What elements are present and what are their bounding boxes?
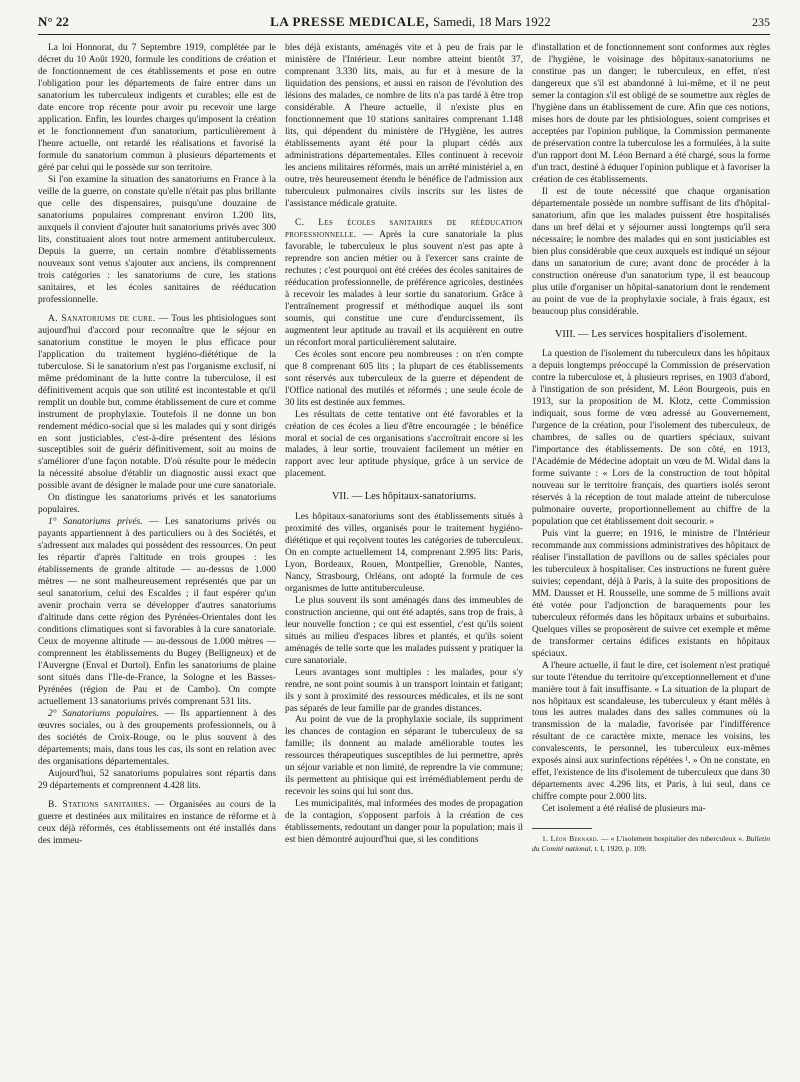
paragraph: Puis vint la guerre; en 1916, le ministre de l'Intérieur recommande aux commissions administratives des hôpitaux de réaliser l'installation de pavillons ou de salles spéciales pour les tuberculeux à hospitaliser. Ces instructions ne furent guère suivies; cependant, déjà à Paris, à la suite des propositions de MM. Dausset et H. Rousselle, une somme de 5 millions avait été votée pour l'adjonction de baraquements pour les tuberculeux réformés dans les hôpitaux urbains et suburbains. Quelques villes se proposèrent de suivre cet exemple et même de transformer certains édifices existants en hôpitaux spéciaux. — [532, 528, 770, 659]
paragraph: 1° Sanatoriums privés. — Les sanatoriums privés ou payants appartiennent à des particuliers ou à des Sociétés, et s'adressent aux malades qui possèdent des ressources. On peut les répartir d'après l'altitude en trois groupes : les établissements de grande altitude — au-dessus de 1.000 mètres — ne sont malheureusement représentés que par un seul sanatorium, celui des Escaldes ; il faut espérer qu'un avenir prochain verra se développer d'autres sanatoriums d'altitude dans cette région des Pyrénées-Orientales dont les conditions climatiques sont si favorables à la cure sanatoriale. Ceux de moyenne altitude — au-dessous de 1.000 mètres — comprennent les établissements du Bugey (Belligneux) et de l'Auvergne (Enval et Durtol). Enfin les sanatoriums de plaine sont situés dans l'Ile-de-France, la Sologne et les Basses-Pyrénées (région de Pau et de Cambo). On compte actuellement 13 sanatoriums privés comprenant 531 lits. — [38, 517, 276, 708]
section-a-heading: A. Sanatoriums de cure. — [48, 313, 156, 324]
paragraph: Les résultats de cette tentative ont été favorables et la création de ces écoles a lieu d'être encouragée ; le bénéfice moral et social de ces organisations s'accroîtrait encore si les malades, à leur sortie, trouvaient facilement un métier en rapport avec leur aptitude physique, grâce à un service de placement. — [285, 409, 523, 480]
paragraph: d'installation et de fonctionnement sont conformes aux règles de l'hygiène, le voisinage des hôpitaux-sanatoriums ne constitue pas un danger; le tuberculeux, en effet, n'est dangereux que s'il est abandonné à lui-même, et il ne peut semer la contagion s'il est obligé de se soumettre aux règles de l'hygiène dans un établissement de cure. Afin que ces notions, mises hors de doute par les phtisiologues, soient comprises et acceptées par l'opinion publique, la Commission permanente de préservation contre la tuberculose les a formulées, à la suite d'un rapport dont M. Léon Bernard a été chargé, sous la forme d'un tract, destiné à éduquer l'opinion publique et à favoriser la création de ces établissements. — [532, 43, 770, 185]
section-b-heading: B. Stations sanitaires. — [48, 800, 150, 811]
paragraph: On distingue les sanatoriums privés et les sanatoriums populaires. — [38, 493, 276, 516]
paragraph: La question de l'isolement du tuberculeux dans les hôpitaux a depuis longtemps préoccupé la Commission de préservation contre la tuberculose et, à plusieurs reprises, en 1903 d'abord, à l'instigation de son président, M. Léon Bourgeois, puis en 1913, sur la proposition de M. Klotz, cette Commission indiquait, sous forme de vœu adressé au Gouvernement, l'urgence de la création, pour l'isolement des tuberculeux, de chambres, de salles ou de quartiers spéciaux, suivant l'importance des établissements. De son côté, en 1913, l'Académie de Médecine adoptait un vœu de M. Widal dans la forme suivante : « Lors de la construction de tout hôpital nouveau sur le territoire français, des quartiers isolés seront réservés à la réception de tout malade atteint de tuberculose pulmonaire ouverte, proportionnellement au chiffre de la population que cet établissement doit secourir. » — [532, 348, 770, 527]
section-c-heading: C. Les écoles sanitaires de rééducation professionnelle. — [285, 217, 523, 240]
column-left — [38, 43, 276, 853]
paragraph: Au point de vue de la prophylaxie sociale, ils suppriment les chances de contagion en séparant le tuberculeux de sa famille; ils donnent au malade améliorable toutes les ressources thérapeutiques susceptibles de lui permettre, après un séjour variable et non limité, de reprendre la vie commune; ils permettent au phtisique qui est irrémédiablement perdu de recevoir les soins qui lui sont dus. — [285, 715, 523, 798]
column-right — [532, 43, 770, 853]
paragraph: A. Sanatoriums de cure. — Tous les phtisiologues sont aujourd'hui d'accord pour reconnaître que le séjour en sanatorium constitue le moyen le plus efficace pour l'application du traitement hygiéno-diététique de la tuberculose. Si le sanatorium n'est pas l'organisme exclusif, ni même prédominant de la lutte contre la tuberculose, il est définitivement acquis que son utilité est incontestable et qu'il remplit un double but, comme établissement de cure et comme instrument de prophylaxie. Toutefois il ne donne un bon rendement médico-social que si les malades qui y sont dirigés en sont justiciables, c'est-à-dire présentent des lésions susceptibles soit de guérir définitivement, soit au moins de s'améliorer d'une façon notable. D'où résulte pour le médecin la nécessité absolue d'établir un diagnostic aussi exact que possible avant de désigner le malade pour une cure sanatoriale. — [38, 313, 276, 492]
subsection-heading: 2° Sanatoriums populaires. — [48, 709, 159, 720]
paragraph: Ces écoles sont encore peu nombreuses : on n'en compte que 8 comprenant 605 lits ; la plupart de ces établissements sont réservés aux tuberculeux de la guerre et dépendent de l'Office national des mutilés et réformés ; une seule école de 30 lits est destinée aux femmes. — [285, 349, 523, 408]
paragraph: Si l'on examine la situation des sanatoriums en France à la veille de la guerre, on constate qu'elle n'était pas plus brillante que celle des dispensaires, puisqu'une douzaine de sanatoriums populaires comprenant environ 1.200 lits, auxquels il convient d'ajouter huit sanatoriums privés avec 300 lits, constituaient alors tout notre armement antituberculeux. Depuis la guerre, un certain nombre d'établissements nouveaux sont venus s'ajouter aux anciens, ils comprennent trois catégories : les sanatoriums de cure, les stations sanitaires, et les écoles sanitaires de rééducation professionnelle. — [38, 174, 276, 305]
paragraph: 2° Sanatoriums populaires. — Ils appartiennent à des œuvres sociales, ou à des groupements professionnels, ou à des sociétés de Croix-Rouge, ou le plus souvent à des départements; mais, dans tous les cas, ils sont en relation avec des organisations départementales. — [38, 709, 276, 768]
journal-name: LA PRESSE MEDICALE, — [270, 14, 430, 29]
paragraph: Les hôpitaux-sanatoriums sont des établissements situés à proximité des villes, organisés pour le traitement hygiéno-diététique et qui reçoivent toutes les catégories de tuberculeux. On en compte actuellement 14, comprenant 2.995 lits: Paris, Lyon, Bordeaux, Rouen, Montpellier, Grenoble, Nantes, Nancy, Strasbourg, Orléans, ont adopté la formule de ces organismes de lutte antituberculeuse. — [285, 511, 523, 594]
article-columns — [38, 43, 770, 853]
paragraph: Il est de toute nécessité que chaque organisation départementale possède un nombre suffisant de lits d'hôpital-sanatorium, afin que les malades puissent être hospitalisés dans un bref délai et y séjourner aussi longtemps qu'il sera nécessaire; le nombre des malades qui en sont justiciables est bien plus considérable que ceux auxquels est indiqué un séjour dans un sanatorium de cure; avant donc de procéder à la construction onéreuse d'un sanatorium type, il est beaucoup plus utile d'organiser un hôpital-sanatorium dont le rendement au point de vue de la prophylaxie sociale, à frais égaux, est beaucoup plus considérable. — [532, 186, 770, 317]
paragraph: Aujourd'hui, 52 sanatoriums populaires sont répartis dans 29 départements et comprennent 4.428 lits. — [38, 769, 276, 792]
paragraph: Les municipalités, mal informées des modes de propagation de la contagion, s'opposent parfois à la création de ces établissements, redoutant un danger pour la population; mais il est bien démontré aujourd'hui que, si les conditions — [285, 799, 523, 846]
paragraph: Cet isolement a été réalisé de plusieurs ma- — [542, 804, 706, 815]
paragraph: Le plus souvent ils sont aménagés dans des immeubles de construction ancienne, qui ont été adaptés, sans trop de frais, à leur nouvelle fonction ; ce qui est essentiel, c'est qu'ils soient situés au milieu d'espaces libres et plantés, et qu'ils soient aménagés de telle sorte que les malades puissent y pratiquer la cure sanatoriale. — [285, 595, 523, 666]
paragraph: B. Stations sanitaires. — Organisées au cours de la guerre et destinées aux militaires en instance de réforme et à ceux déjà réformés, ces établissements ont été installés dans des immeu- — [38, 800, 276, 846]
paragraph: Leurs avantages sont multiples : les malades, pour s'y rendre, ne sont point soumis à un transport lointain et fatigant; ils y sont à proximité des ressources médicales, et ils ne sont pas séparés de leur famille par de grandes distances. — [285, 667, 523, 714]
column-middle — [285, 43, 523, 853]
footnote: 1. Léon Bernard. — « L'isolement hospitalier des tuberculeux ». Bulletin du Comité national, t. I, 1920, p. 109. — [532, 834, 771, 853]
subsection-heading: 1° Sanatoriums privés. — [48, 517, 143, 528]
running-header — [38, 14, 770, 35]
paragraph: C. Les écoles sanitaires de rééducation professionnelle. — Après la cure sanatoriale la plus favorable, le tuberculeux le plus souvent n'est pas apte à reprendre son ancien métier ou à l'exercer sans crainte de rechutes ; c'est pourquoi ont été créées des écoles sanitaires de rééducation professionnelle, de préférence agricoles, destinées à recevoir les malades à leur sortie du sanatorium. Grâce à l'entraînement progressif et méthodique auquel ils sont soumis, qui constitue une cure d'endurcissement, ils augmentent leur aptitude au travail et ils acquièrent en outre un réconfort moral particulièrement salutaire. — [285, 217, 523, 348]
issue-number: N° 22 — [38, 14, 69, 29]
paragraph: A l'heure actuelle, il faut le dire, cet isolement n'est pratiqué sur toute l'étendue du territoire qu'exceptionnellement et d'une manière tout à fait insuffisante. « La situation de la plupart de nos hôpitaux est scandaleuse, les tuberculeux y étant mêlés à tous les autres malades dans des salles communes où la transmission de la maladie, favorisée par l'indifférence résultant de ce caractère mixte, menace les voisins, les convalescents, le personnel, les tuberculeux eux-mêmes exposés ainsi aux surinfections répétées ¹. » On ne constate, en effet, l'existence de lits d'isolement de tuberculeux que dans 30 départements avec 4.296 lits, et Paris, à lui seul, dans ce chiffre compte pour 2.000 lits. — [532, 660, 770, 803]
issue-date: Samedi, 18 Mars 1922 — [433, 14, 551, 29]
journal-title — [270, 14, 551, 30]
paragraph: La loi Honnorat, du 7 Septembre 1919, complétée par le décret du 10 Août 1920, formule les conditions de création et de fonctionnement de ces établissements et pose en outre l'obligation pour les départements de faire entrer dans un sanatorium les tuberculeux indigents et curables; elle est de date encore trop récente pour avoir pu recevoir une large application. Enfin, les lourdes charges qu'imposent la création et le fonctionnement d'un sanatorium, particulièrement à l'heure actuelle, ont retardé les réalisations et favorisé la formule du sanatorium commun à plusieurs départements et géré par celui qui le possède sur son territoire. — [38, 43, 276, 173]
paragraph: bles déjà existants, aménagés vite et à peu de frais par le ministère de l'Intérieur. Leur nombre atteint bientôt 37, comprenant 3.330 lits, mais, au fur et à mesure de la liquidation des pensions, et aussi en raison de l'évolution des lésions des malades, ce nombre de lits n'a pas tardé à être trop considérable. A l'heure actuelle, il n'existe plus en fonctionnement que 10 stations sanitaires comprenant 1.148 lits, qui dépendent du ministère de l'Hygiène, les autres établissements ayant été pour la plupart cédés aux administrations départementales. Elles continuent à recevoir les anciens militaires réformés, mais un arrêté ministériel a, en outre, très heureusement étendu le bénéfice de l'admission aux tuberculeux pulmonaires civils inscrits sur les listes de l'assistance médicale gratuite. — [285, 43, 523, 209]
section-heading-viii: VIII. — Les services hospitaliers d'isolement. — [554, 328, 748, 340]
section-heading-vii: VII. — Les hôpitaux-sanatoriums. — [331, 491, 477, 503]
footnote-rule — [532, 828, 592, 829]
page-number: 235 — [752, 15, 770, 29]
